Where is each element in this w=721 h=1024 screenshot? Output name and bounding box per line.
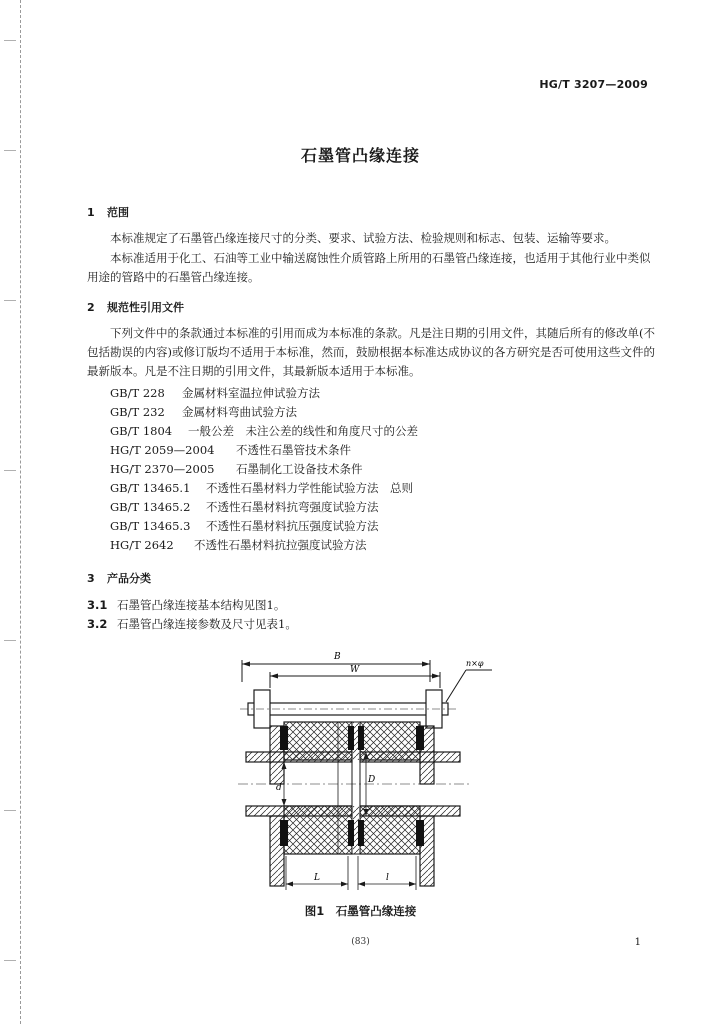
reference-title: 金属材料弯曲试验方法: [182, 405, 297, 419]
page-number: 1: [634, 937, 641, 948]
dimension-label-W: W: [350, 665, 360, 675]
reference-code: HG/T 2370—2005: [110, 462, 215, 476]
dimension-label-B: B: [334, 652, 341, 662]
subclause-text: 石墨管凸缘连接基本结构见图1。: [117, 598, 286, 612]
reference-item: [110, 537, 367, 553]
reference-item: [110, 385, 320, 401]
section-title: 范围: [107, 206, 129, 219]
section-2-heading: [87, 299, 184, 315]
reference-title: 石墨制化工设备技术条件: [236, 462, 363, 476]
section-number: 1: [87, 206, 95, 219]
section-3-heading: [87, 570, 151, 586]
subclause-number: 3.1: [87, 598, 108, 612]
reference-code: GB/T 1804: [110, 424, 173, 438]
reference-title: 不透性石墨材料抗压强度试验方法: [206, 519, 379, 533]
document-title: 石墨管凸缘连接: [300, 146, 420, 165]
figure-caption: 图1 石墨管凸缘连接: [304, 904, 417, 918]
page-code: (83): [351, 937, 370, 947]
reference-item: [110, 404, 297, 420]
standard-code: HG/T 3207—2009: [539, 78, 648, 91]
reference-code: GB/T 232: [110, 405, 165, 419]
reference-item: [110, 423, 418, 439]
section-title: 规范性引用文件: [107, 301, 184, 314]
paragraph-scope-1: 本标准规定了石墨管凸缘连接尺寸的分类、要求、试验方法、检验规则和标志、包装、运输等要求。: [110, 231, 616, 245]
flange-connection-drawing: [230, 648, 500, 893]
reference-title: 不透性石墨材料抗拉强度试验方法: [194, 538, 367, 552]
reference-code: HG/T 2059—2004: [110, 443, 215, 457]
dimension-label-l: l: [386, 873, 389, 883]
subclause-item: [87, 616, 297, 632]
paragraph-scope-2: 本标准适用于化工、石油等工业中输送腐蚀性介质管路上所用的石墨管凸缘连接，也适用于其他行业中类似用途的管路中的石墨管凸缘连接。: [87, 251, 651, 284]
reference-code: GB/T 228: [110, 386, 165, 400]
reference-code: GB/T 13465.3: [110, 519, 191, 533]
section-1-heading: [87, 204, 129, 220]
reference-code: HG/T 2642: [110, 538, 174, 552]
reference-item: [110, 499, 379, 515]
reference-title: 不透性石墨材料力学性能试验方法 总则: [206, 481, 413, 495]
reference-title: 一般公差 未注公差的线性和角度尺寸的公差: [188, 424, 418, 438]
reference-code: GB/T 13465.1: [110, 481, 191, 495]
dimension-label-D: D: [368, 775, 376, 785]
paragraph-references-intro: 下列文件中的条款通过本标准的引用而成为本标准的条款。凡是注日期的引用文件，其随后所有的修改单(不包括勘误的内容)或修订版均不适用于本标准，然而，鼓励根据本标准达成协议的各方研究是否可使用这些文件的最新版本。凡是不注日期的引用文件，其最新版本适用于本标准。: [87, 326, 655, 378]
reference-title: 不透性石墨管技术条件: [236, 443, 351, 457]
reference-item: [110, 480, 413, 496]
reference-code: GB/T 13465.2: [110, 500, 191, 514]
section-title: 产品分类: [107, 572, 151, 585]
subclause-item: [87, 597, 285, 613]
reference-title: 不透性石墨材料抗弯强度试验方法: [206, 500, 379, 514]
subclause-number: 3.2: [87, 617, 108, 631]
dimension-label-L: L: [314, 873, 320, 883]
section-number: 3: [87, 572, 95, 585]
section-number: 2: [87, 301, 95, 314]
reference-item: [110, 442, 351, 458]
reference-item: [110, 461, 363, 477]
reference-item: [110, 518, 379, 534]
subclause-text: 石墨管凸缘连接参数及尺寸见表1。: [117, 617, 297, 631]
reference-title: 金属材料室温拉伸试验方法: [182, 386, 320, 400]
bolt-label: n×φ: [466, 659, 484, 668]
dimension-label-d: d: [276, 783, 282, 793]
